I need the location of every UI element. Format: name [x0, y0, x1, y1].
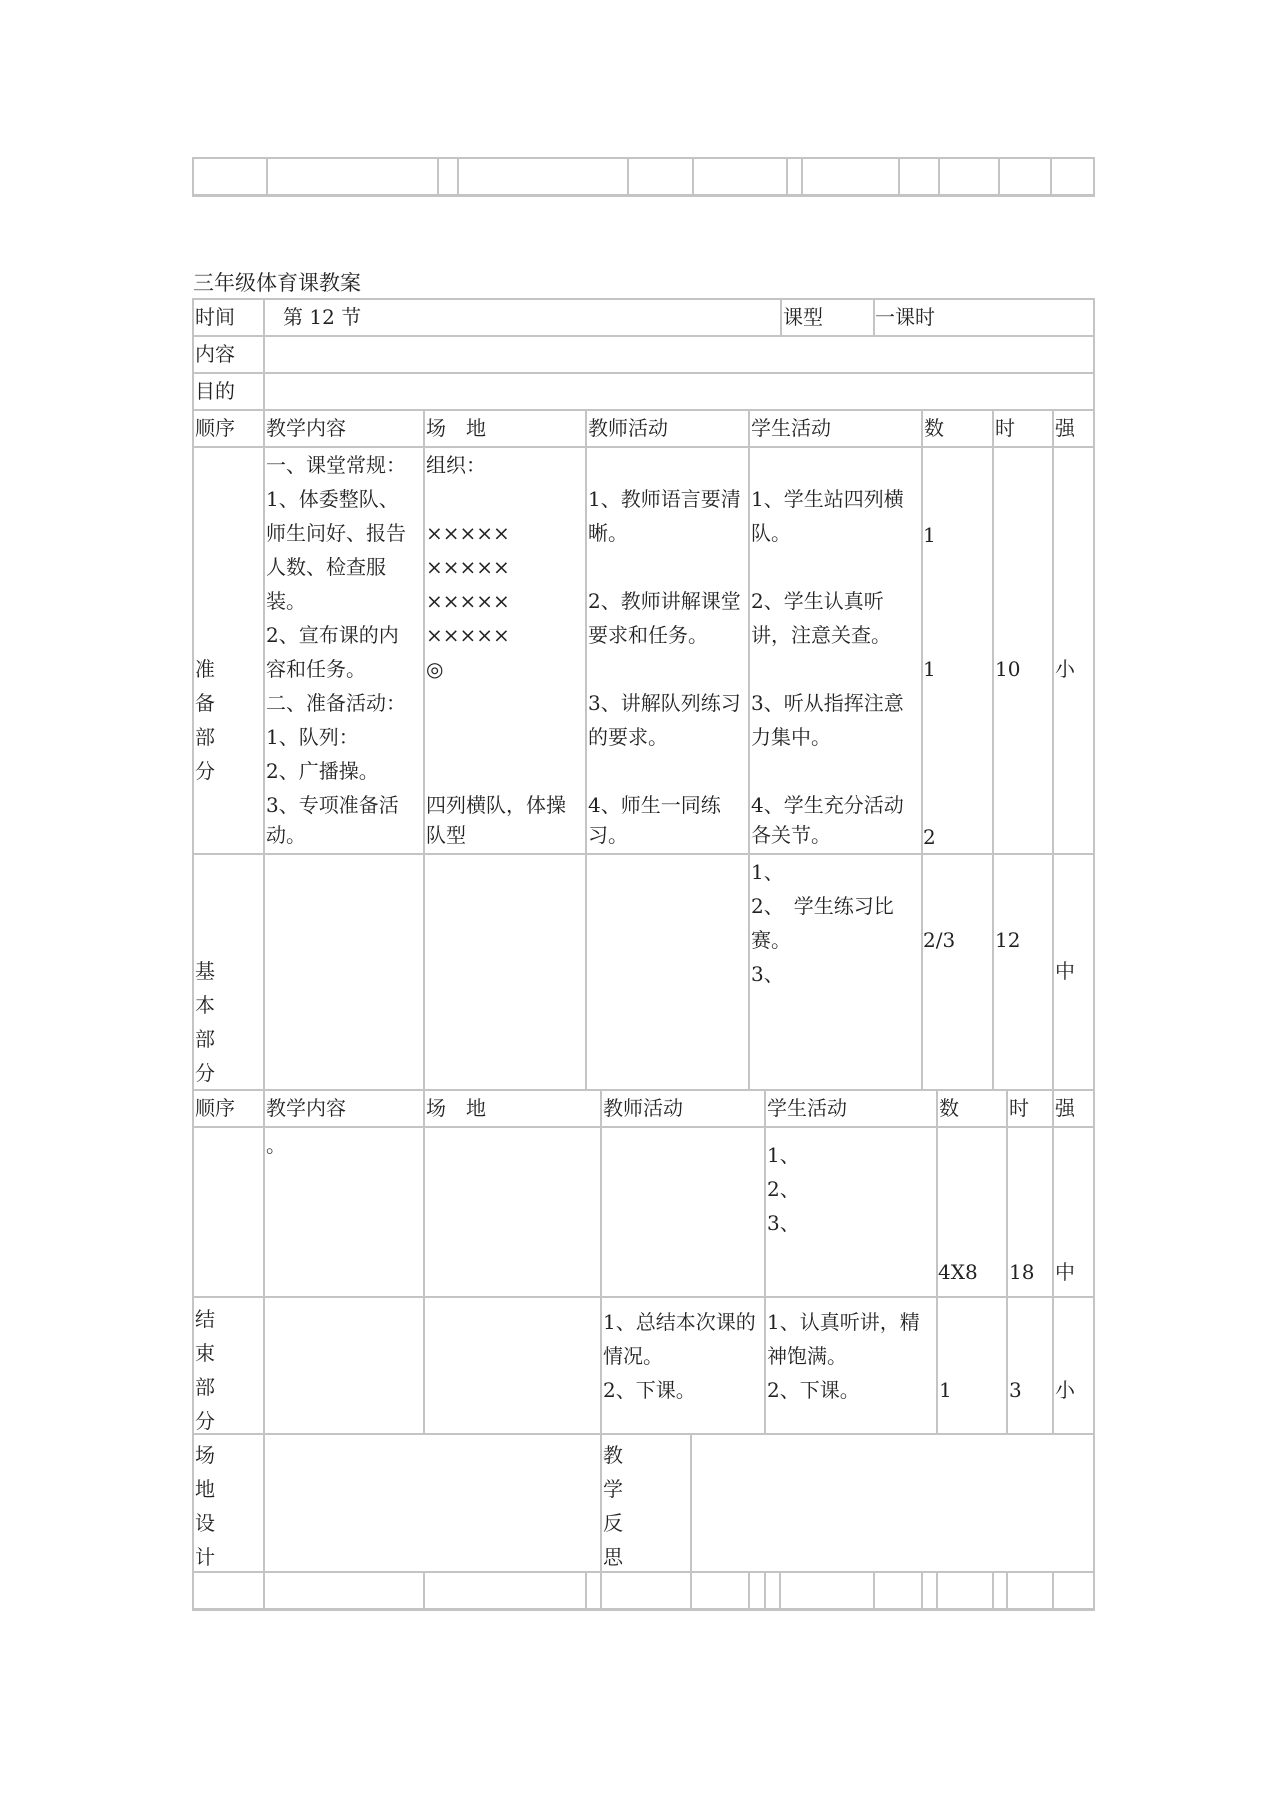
- basic-count: 2/3: [923, 928, 956, 952]
- prep-venue-line: 组织：: [426, 453, 486, 477]
- ending-student-line: 神饱满。: [767, 1344, 847, 1368]
- formation-row: ×××××: [426, 521, 510, 545]
- prep-content-line: 1、体委整队、: [266, 487, 399, 511]
- ending-count: 1: [939, 1378, 952, 1402]
- col-intensity: 强: [1055, 416, 1075, 440]
- prep-student-line: 2、学生认真听: [751, 589, 884, 613]
- continued-student-line: 3、: [767, 1211, 800, 1235]
- col-student-activity: 学生活动: [751, 416, 831, 440]
- prep-count-2: 1: [923, 657, 936, 681]
- basic-student-line: 1、: [751, 860, 784, 884]
- ending-time: 3: [1009, 1378, 1022, 1402]
- lesson-type-label: 课型: [783, 305, 823, 329]
- prep-teacher-line: 4、师生一同练: [588, 793, 721, 817]
- prep-student-line: 力集中。: [751, 725, 831, 749]
- basic-time: 12: [995, 928, 1021, 952]
- col-teaching-content: 教学内容: [266, 416, 346, 440]
- prep-teacher-line: 晰。: [588, 521, 628, 545]
- ending-student-line: 2、下课。: [767, 1378, 860, 1402]
- col-teacher-activity: 教师活动: [588, 416, 668, 440]
- col-time: 时: [1009, 1096, 1029, 1120]
- prep-venue-line: 队型: [426, 823, 466, 847]
- prep-count-3: 2: [923, 825, 936, 849]
- col-student-activity: 学生活动: [767, 1096, 847, 1120]
- col-time: 时: [995, 416, 1015, 440]
- ending-intensity: 小: [1055, 1378, 1075, 1402]
- prep-content-line: 2、广播操。: [266, 759, 379, 783]
- prep-teacher-line: 3、讲解队列练习: [588, 691, 741, 715]
- prep-intensity: 小: [1055, 657, 1075, 681]
- continued-count: 4X8: [938, 1260, 978, 1284]
- prep-content-line: 3、专项准备活: [266, 793, 399, 817]
- continued-student-line: 1、: [767, 1143, 800, 1167]
- lesson-type-value: 一课时: [875, 305, 935, 329]
- prep-content-line: 一、课堂常规：: [266, 453, 406, 477]
- prep-count-1: 1: [923, 523, 936, 547]
- prep-teacher-line: 2、教师讲解课堂: [588, 589, 741, 613]
- content-label: 内容: [195, 342, 235, 366]
- document-title: 三年级体育课教案: [193, 271, 361, 295]
- formation-row: ×××××: [426, 623, 510, 647]
- time-label: 时间: [195, 305, 235, 329]
- prep-student-line: 队。: [751, 521, 791, 545]
- prep-content-line: 容和任务。: [266, 657, 366, 681]
- col-teacher-activity: 教师活动: [603, 1096, 683, 1120]
- prep-teacher-line: 习。: [588, 823, 628, 847]
- col-count: 数: [939, 1096, 959, 1120]
- prep-content-line: 装。: [266, 589, 306, 613]
- col-venue: 场 地: [426, 416, 486, 440]
- ending-teacher-line: 1、总结本次课的: [603, 1310, 756, 1334]
- continued-time: 18: [1009, 1260, 1035, 1284]
- basic-student-line: 3、: [751, 962, 784, 986]
- basic-student-line: 赛。: [751, 928, 791, 952]
- ending-label: 结束部分: [195, 1307, 215, 1433]
- prep-venue-line: 四列横队，体操: [426, 793, 566, 817]
- venue-design-label: 场地设计: [195, 1443, 215, 1569]
- time-value: 第 12 节: [283, 305, 362, 329]
- formation-row: ×××××: [426, 589, 510, 613]
- prep-teacher-line: 的要求。: [588, 725, 668, 749]
- col-order: 顺序: [195, 1096, 235, 1120]
- prep-student-line: 4、学生充分活动: [751, 793, 904, 817]
- ending-student-line: 1、认真听讲，精: [767, 1310, 920, 1334]
- prep-content-line: 动。: [266, 823, 306, 847]
- prep-label: 准备部分: [195, 657, 215, 783]
- teacher-position-icon: ◎: [426, 657, 444, 681]
- prep-teacher-line: 要求和任务。: [588, 623, 708, 647]
- prep-student-line: 1、学生站四列横: [751, 487, 904, 511]
- goal-label: 目的: [195, 379, 235, 403]
- formation-row: ×××××: [426, 555, 510, 579]
- basic-intensity: 中: [1055, 959, 1075, 983]
- col-venue: 场 地: [426, 1096, 486, 1120]
- prep-student-line: 各关节。: [751, 823, 831, 847]
- prep-time: 10: [995, 657, 1021, 681]
- prep-content-line: 师生问好、报告: [266, 521, 406, 545]
- reflection-label: 教学反思: [603, 1443, 623, 1569]
- basic-student-line: 2、 学生练习比: [751, 894, 894, 918]
- col-order: 顺序: [195, 416, 235, 440]
- prep-content-line: 1、队列：: [266, 725, 359, 749]
- continued-intensity: 中: [1055, 1260, 1075, 1284]
- prep-content-line: 二、准备活动：: [266, 691, 406, 715]
- ending-teacher-line: 2、下课。: [603, 1378, 696, 1402]
- basic-label: 基本部分: [195, 959, 215, 1085]
- continued-student-line: 2、: [767, 1177, 800, 1201]
- col-count: 数: [924, 416, 944, 440]
- prep-content-line: 2、宣布课的内: [266, 623, 399, 647]
- ending-teacher-line: 情况。: [603, 1344, 663, 1368]
- prep-student-line: 讲，注意关查。: [751, 623, 891, 647]
- continued-content: 。: [266, 1133, 286, 1157]
- col-intensity: 强: [1055, 1096, 1075, 1120]
- col-teaching-content: 教学内容: [266, 1096, 346, 1120]
- prep-content-line: 人数、检查服: [266, 555, 386, 579]
- prep-teacher-line: 1、教师语言要清: [588, 487, 741, 511]
- prep-student-line: 3、听从指挥注意: [751, 691, 904, 715]
